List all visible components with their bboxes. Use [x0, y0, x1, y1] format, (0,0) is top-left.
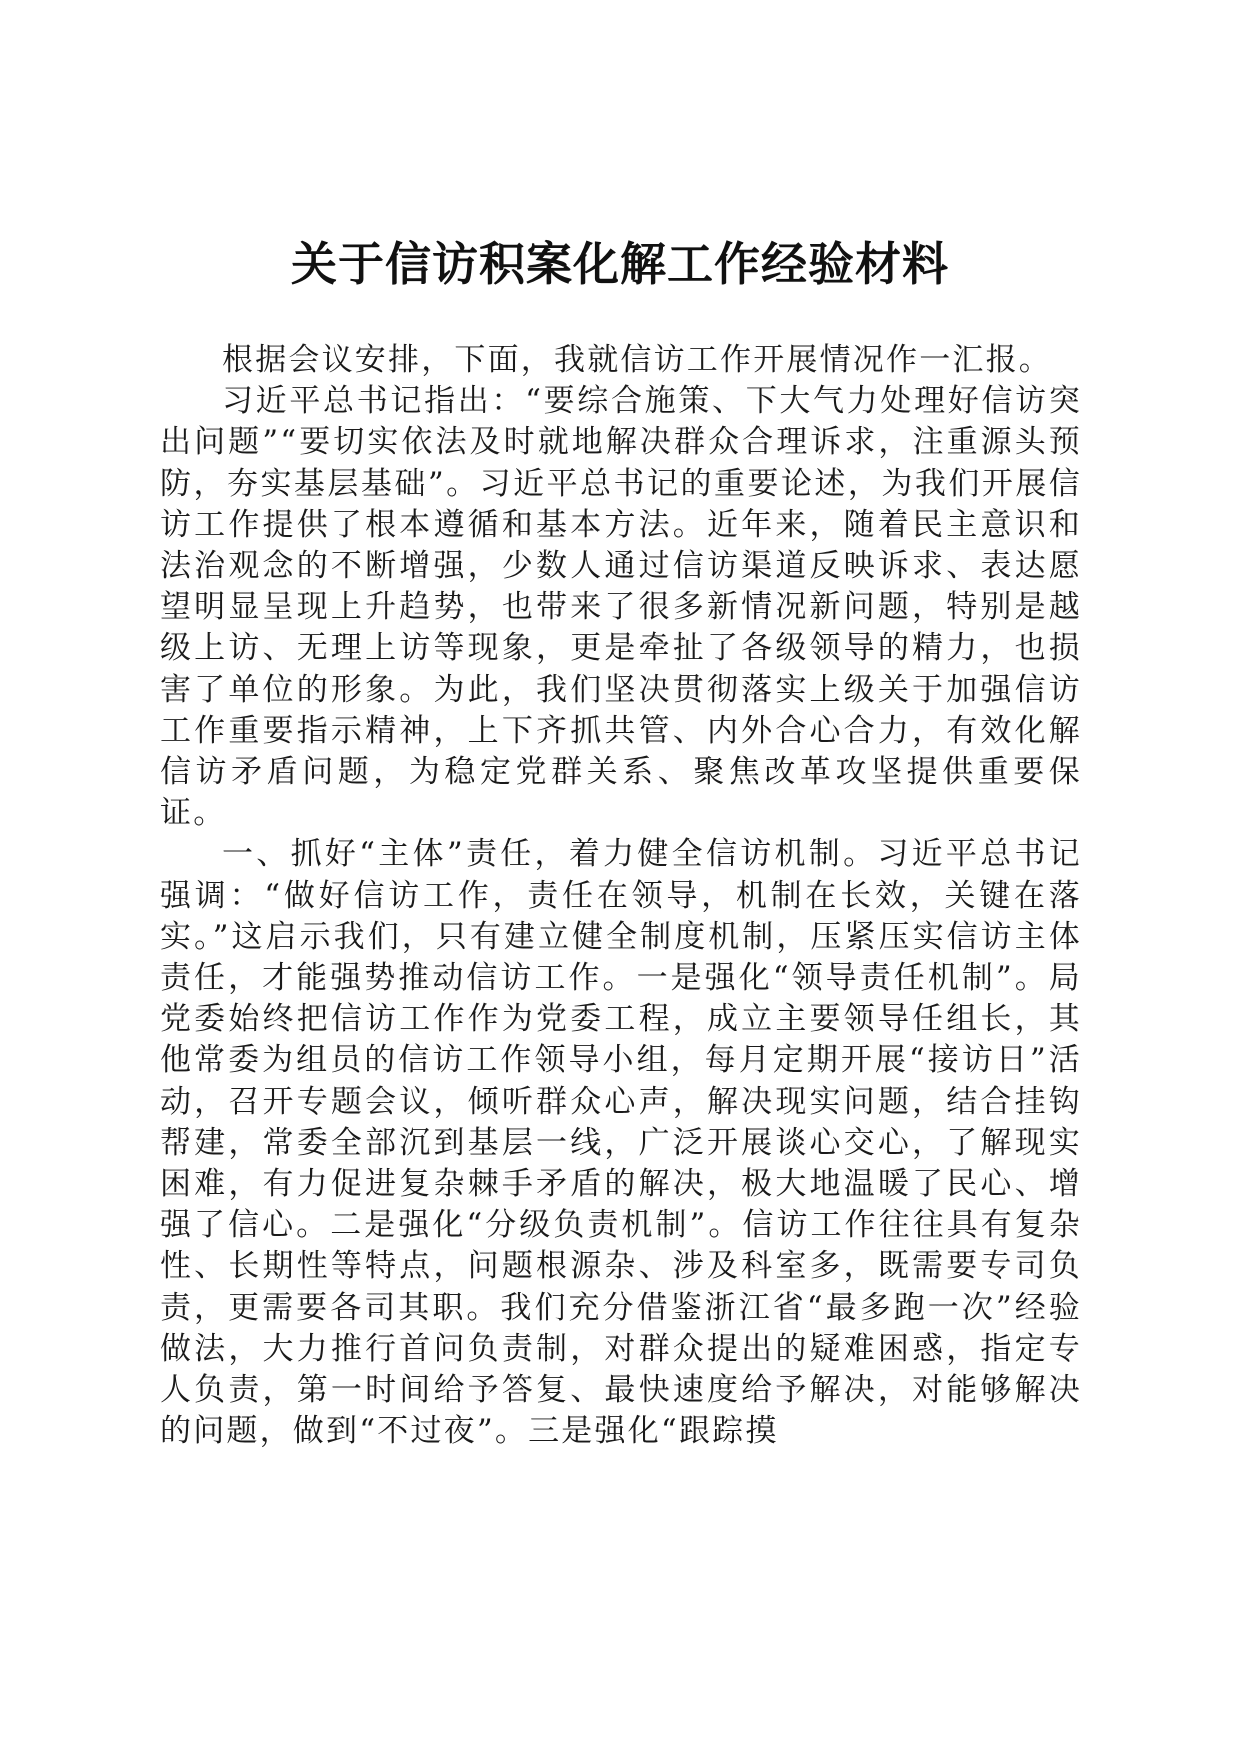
document-body — [160, 340, 1082, 1452]
paragraph-intro: 根据会议安排，下面，我就信访工作开展情况作一汇报。 — [222, 342, 1052, 378]
paragraph-section-one: 一、抓好“主体”责任，着力健全信访机制。习近平总书记强调：“做好信访工作，责任在领导，机制在长效，关键在落实。”这启示我们，只有建立健全制度机制，压紧压实信访主体责任，才能强势推动信访工作。一是强化“领导责任机制”。局党委始终把信访工作作为党委工程，成立主要领导任组长，其他常委为组员的信访工作领导小组，每月定期开展“接访日”活动，召开专题会议，倾听群众心声，解决现实问题，结合挂钩帮建，常委全部沉到基层一线，广泛开展谈心交心，了解现实困难，有力促进复杂棘手矛盾的解决，极大地温暖了民心、增强了信心。二是强化“分级负责机制”。信访工作往往具有复杂性、长期性等特点，问题根源杂、涉及科室多，既需要专司负责，更需要各司其职。我们充分借鉴浙江省“最多跑一次”经验做法，大力推行首问负责制，对群众提出的疑难困惑，指定专人负责，第一时间给予答复、最快速度给予解决，对能够解决的问题，做到“不过夜”。三是强化“跟踪摸 — [160, 836, 1082, 1450]
paragraph-background: 习近平总书记指出：“要综合施策、下大气力处理好信访突出问题”“要切实依法及时就地解决群众合理诉求，注重源头预防，夯实基层基础”。习近平总书记的重要论述，为我们开展信访工作提供了根本遵循和基本方法。近年来，随着民主意识和法治观念的不断增强，少数人通过信访渠道反映诉求、表达愿望明显呈现上升趋势，也带来了很多新情况新问题，特别是越级上访、无理上访等现象，更是牵扯了各级领导的精力，也损害了单位的形象。为此，我们坚决贯彻落实上级关于加强信访工作重要指示精神，上下齐抓共管、内外合心合力，有效化解信访矛盾问题，为稳定党群关系、聚焦改革攻坚提供重要保证。 — [160, 383, 1082, 832]
document-title: 关于信访积案化解工作经验材料 — [291, 237, 949, 291]
